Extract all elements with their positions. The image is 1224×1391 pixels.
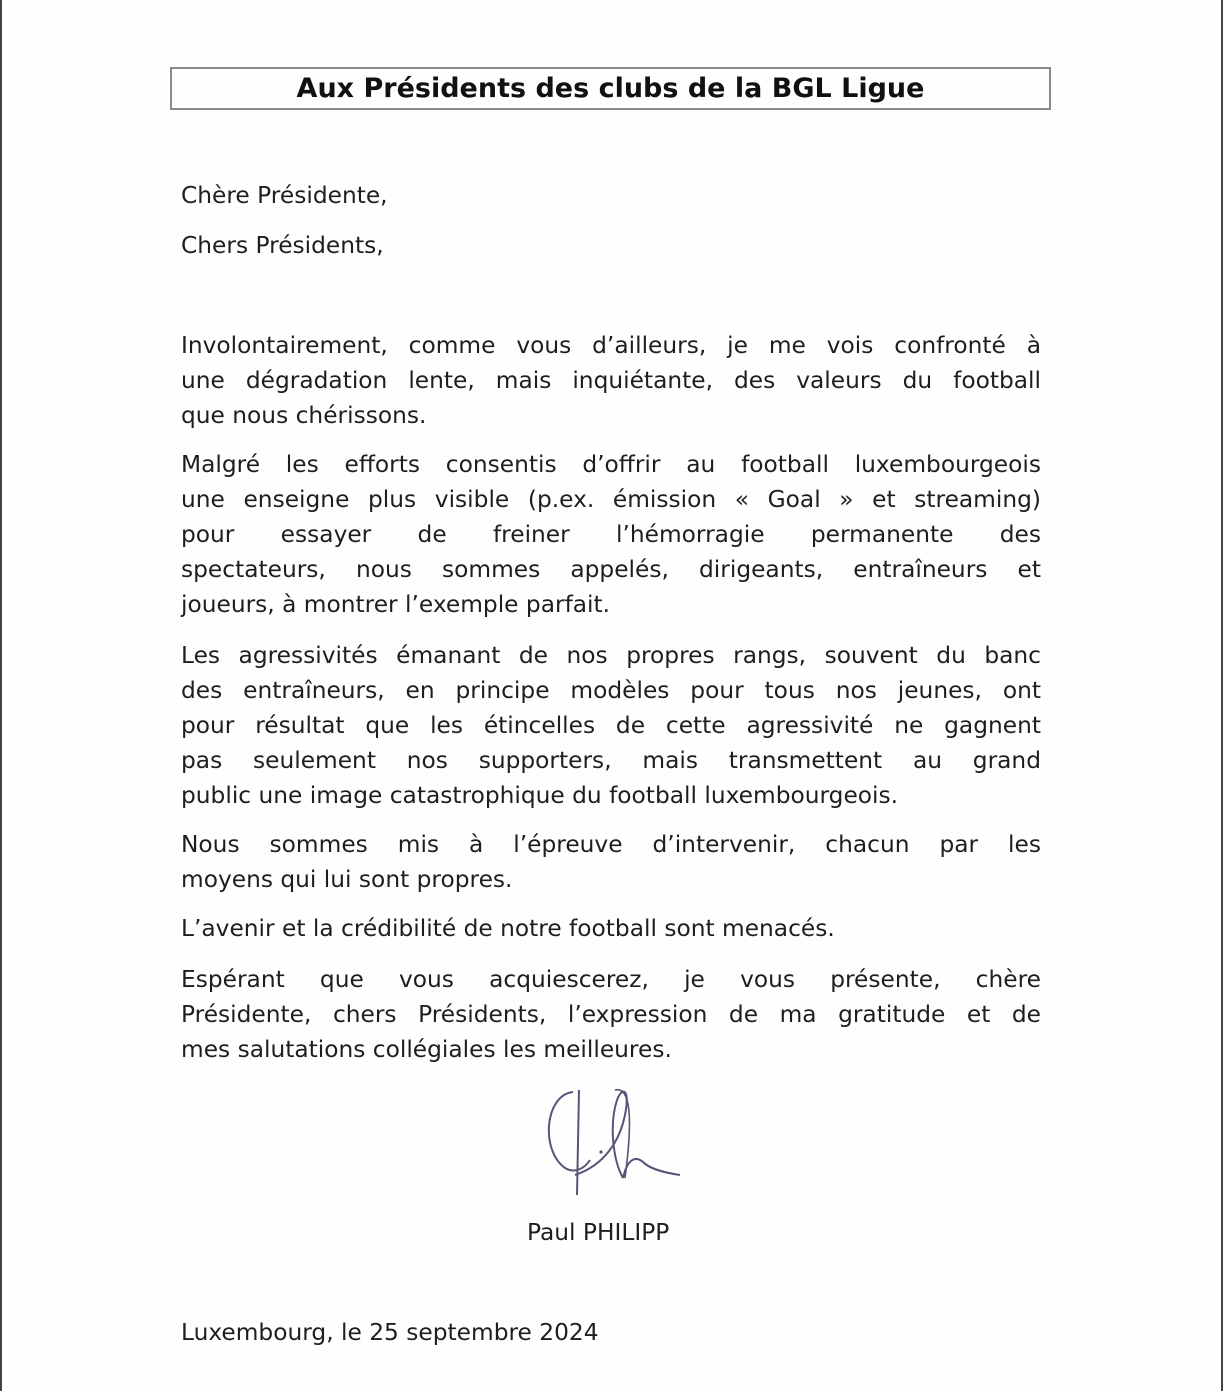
paragraph-line: Espérant que vous acquiescerez, je vous présente, chère [181, 966, 1041, 993]
paragraph-line: joueurs, à montrer l’exemple parfait. [181, 591, 611, 618]
signature [535, 1080, 695, 1200]
paragraph [181, 447, 1041, 622]
paragraph-line: spectateurs, nous sommes appelés, dirigeants, entraîneurs et [181, 556, 1041, 583]
right-border [1221, 0, 1223, 1391]
paragraph-line: public une image catastrophique du football luxembourgeois. [181, 782, 899, 809]
title-box [170, 67, 1051, 110]
paragraph [181, 827, 1041, 897]
paragraph-line: des entraîneurs, en principe modèles pour tous nos jeunes, ont [181, 677, 1041, 704]
paragraph-line: une enseigne plus visible (p.ex. émission « Goal » et streaming) [181, 486, 1041, 513]
place-date: Luxembourg, le 25 septembre 2024 [181, 1319, 599, 1346]
salutation-line: Chère Présidente, [181, 182, 388, 209]
paragraph-line: moyens qui lui sont propres. [181, 866, 513, 893]
signatory-name: Paul PHILIPP [527, 1219, 670, 1246]
paragraph-line: pour essayer de freiner l’hémorragie permanente des [181, 521, 1041, 548]
paragraph-line: Les agressivités émanant de nos propres rangs, souvent du banc [181, 642, 1041, 669]
paragraph-line: pas seulement nos supporters, mais transmettent au grand [181, 747, 1041, 774]
salutation-line: Chers Présidents, [181, 232, 384, 259]
paragraph-line: une dégradation lente, mais inquiétante, des valeurs du football [181, 367, 1041, 394]
paragraph [181, 962, 1041, 1067]
paragraph [181, 638, 1041, 813]
paragraph-line: mes salutations collégiales les meilleures. [181, 1036, 672, 1063]
paragraph [181, 911, 1041, 946]
left-border [0, 0, 2, 1391]
paragraph-line: Involontairement, comme vous d’ailleurs, je me vois confronté à [181, 332, 1041, 359]
paragraph-line: Malgré les efforts consentis d’offrir au football luxembourgeois [181, 451, 1041, 478]
paragraph-line: pour résultat que les étincelles de cette agressivité ne gagnent [181, 712, 1041, 739]
paragraph [181, 328, 1041, 433]
paragraph-line: Présidente, chers Présidents, l’expression de ma gratitude et de [181, 1001, 1041, 1028]
paragraph-line: L’avenir et la crédibilité de notre football sont menacés. [181, 915, 835, 942]
paragraph-line: Nous sommes mis à l’épreuve d’intervenir, chacun par les [181, 831, 1041, 858]
salutation [181, 178, 1041, 263]
letter-title: Aux Présidents des clubs de la BGL Ligue [296, 73, 925, 104]
paragraph-line: que nous chérissons. [181, 402, 427, 429]
